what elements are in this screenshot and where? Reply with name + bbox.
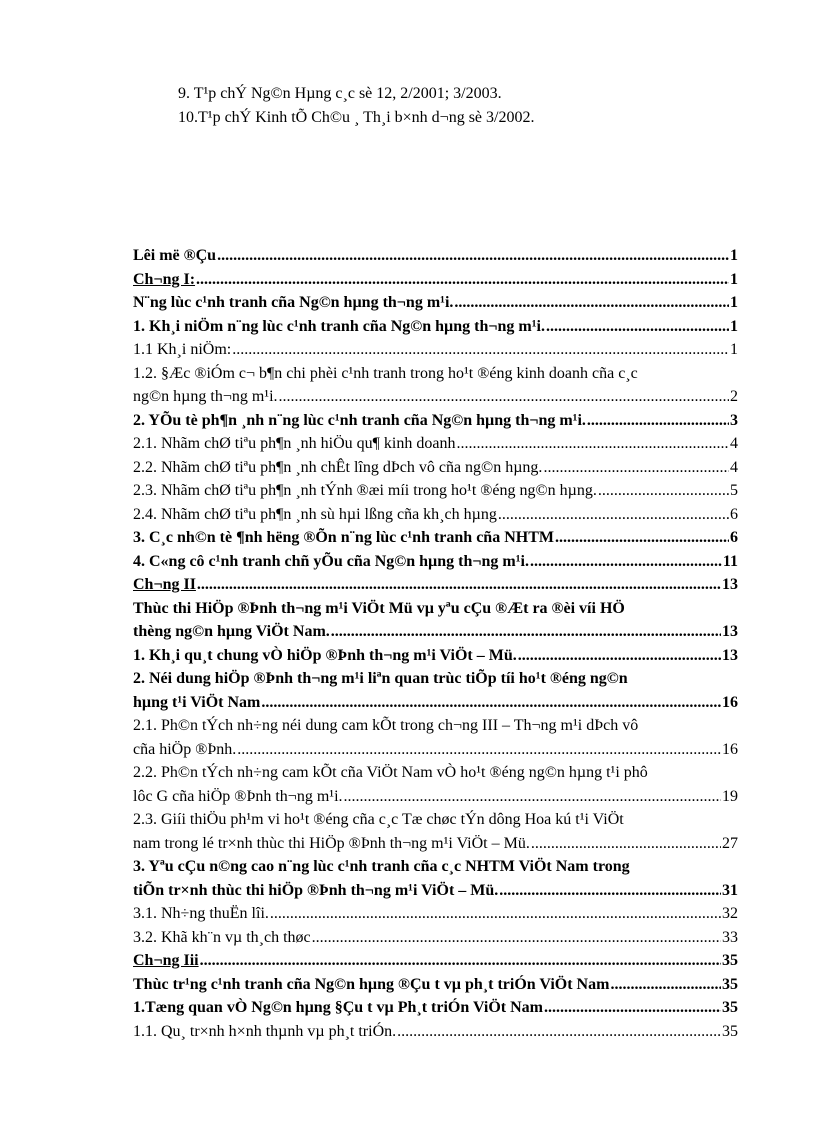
toc-dot-leader [232, 338, 729, 362]
toc-dot-leader [261, 691, 721, 715]
toc-dot-leader [498, 503, 729, 527]
toc-entry[interactable] [133, 456, 738, 480]
toc-dot-leader [610, 973, 721, 997]
toc-entry[interactable] [133, 244, 738, 268]
toc-entry[interactable] [133, 550, 738, 574]
toc-page-number: 11 [722, 552, 738, 570]
reference-item: 9. T¹p chÝ Ng©n Hµng c¸c sè 12, 2/2001; 3/2003. [178, 85, 502, 102]
toc-entry-title: cña hiÖp ®Þnh. [133, 740, 237, 758]
toc-entry-title: Lêi më ®Çu [133, 247, 217, 264]
toc-entry[interactable] [133, 338, 738, 362]
toc-page-number: 1 [730, 294, 738, 311]
toc-entry[interactable] [133, 808, 738, 855]
toc-entry[interactable] [133, 409, 738, 433]
toc-entry[interactable] [133, 291, 738, 315]
toc-entry-title: 3. Yªu cÇu n©ng cao n¨ng lùc c¹nh tranh cña c¸c NHTM ViÖt Nam trong [133, 858, 630, 875]
toc-entry-title: ng©n hµng th¬ng m¹i. [133, 388, 278, 405]
toc-dot-leader [518, 644, 721, 668]
toc-page-number: 3 [730, 411, 738, 429]
toc-page-number: 13 [722, 576, 738, 593]
toc-page-number: 35 [722, 999, 738, 1016]
toc-entry[interactable] [133, 926, 738, 950]
toc-page-number: 6 [730, 505, 738, 523]
toc-page-number: 1 [730, 317, 738, 335]
toc-entry-title: 2.3. Nhãm chØ tiªu ph¶n ¸nh tÝnh ®æi míi trong ho¹t ®éng ng©n hµng. [133, 482, 597, 499]
toc-entry-title: 2.1. Nhãm chØ tiªu ph¶n ¸nh hiÖu qu¶ kinh doanh [133, 435, 456, 452]
toc-entry-title: nam trong lé tr×nh thùc thi HiÖp ®Þnh th¬ng m¹i ViÖt – Mü. [133, 834, 530, 852]
reference-item: 10.T¹p chÝ Kinh tÕ Ch©u ¸ Th¸i b×nh d¬ng sè 3/2002. [178, 109, 535, 126]
toc-entry-title: 1.2. §Æc ®iÓm c¬ b¶n chi phèi c¹nh tranh trong ho¹t ®éng kinh doanh cña c¸c [133, 364, 638, 382]
toc-dot-leader [196, 268, 729, 292]
toc-dot-leader [598, 479, 729, 503]
toc-entry[interactable] [133, 644, 738, 668]
toc-dot-leader [543, 456, 729, 480]
toc-entry-title: tiÕn tr×nh thùc thi hiÖp ®Þnh th¬ng m¹i ViÖt – Mü. [133, 881, 499, 899]
toc-entry[interactable] [133, 902, 738, 926]
toc-entry[interactable] [133, 479, 738, 503]
toc-dot-leader [499, 879, 721, 903]
toc-entry[interactable] [133, 973, 738, 997]
toc-dot-leader [217, 244, 729, 268]
toc-entry[interactable] [133, 573, 738, 597]
table-of-contents [133, 244, 738, 1043]
toc-entry-title: 1. Kh¸i qu¸t chung vÒ hiÖp ®Þnh th¬ng m¹i ViÖt – Mü. [133, 646, 517, 664]
toc-page-number: 1 [730, 247, 738, 264]
toc-dot-leader [237, 738, 721, 762]
toc-entry-title: Thùc tr¹ng c¹nh tranh cña Ng©n hµng ®Çu t vµ ph¸t triÓn ViÖt Nam [133, 975, 610, 993]
toc-entry-title: 1. Kh¸i niÖm n¨ng lùc c¹nh tranh cña Ng©n hµng th¬ng m¹i. [133, 317, 545, 335]
toc-page-number: 35 [722, 975, 738, 993]
toc-page-number: 6 [730, 529, 738, 546]
toc-entry-title: 4. C«ng cô c¹nh tranh chñ yÕu cña Ng©n hµng th¬ng m¹i. [133, 552, 529, 570]
toc-dot-leader [530, 550, 722, 574]
toc-entry-title: 2.4. Nhãm chØ tiªu ph¶n ¸nh sù hµi lßng cña kh¸ch hµng [133, 505, 497, 523]
toc-dot-leader [279, 385, 729, 409]
toc-entry-title: 2.1. Ph©n tÝch nh÷ng néi dung cam kÕt trong ch¬ng III – Th¬ng m¹i dÞch vô [133, 717, 639, 734]
toc-entry-title: 1.1 Kh¸i niÖm: [133, 341, 232, 358]
toc-entry[interactable] [133, 268, 738, 292]
toc-entry[interactable] [133, 432, 738, 456]
toc-dot-leader [312, 926, 721, 950]
toc-entry[interactable] [133, 362, 738, 409]
toc-page-number: 35 [722, 952, 738, 969]
toc-dot-leader [555, 526, 729, 550]
toc-page-number: 2 [730, 388, 738, 405]
toc-dot-leader [456, 432, 729, 456]
toc-dot-leader [200, 949, 721, 973]
toc-page-number: 4 [730, 435, 738, 452]
reference-list [178, 82, 534, 130]
toc-dot-leader [454, 291, 729, 315]
toc-entry[interactable] [133, 855, 738, 902]
toc-page-number: 4 [730, 458, 738, 476]
toc-page-number: 33 [722, 928, 738, 946]
toc-dot-leader [270, 902, 721, 926]
toc-entry-title: 1.1. Qu¸ tr×nh h×nh thµnh vµ ph¸t triÓn. [133, 1022, 397, 1040]
toc-entry-title: hµng t¹i ViÖt Nam [133, 693, 261, 711]
toc-entry[interactable] [133, 996, 738, 1020]
toc-page-number: 16 [722, 740, 738, 758]
toc-entry-title: 2. Néi dung hiÖp ®Þnh th¬ng m¹i liªn quan trùc tiÕp tíi ho¹t ®éng ng©n [133, 670, 628, 687]
toc-dot-leader [546, 315, 729, 339]
toc-page-number: 1 [730, 341, 738, 358]
toc-page-number: 27 [722, 834, 738, 852]
toc-page-number: 1 [730, 270, 738, 288]
toc-entry-title: thèng ng©n hµng ViÖt Nam. [133, 623, 330, 640]
toc-dot-leader [397, 1020, 721, 1044]
toc-entry[interactable] [133, 761, 738, 808]
toc-entry[interactable] [133, 1020, 738, 1044]
toc-entry[interactable] [133, 714, 738, 761]
toc-entry[interactable] [133, 597, 738, 644]
toc-dot-leader [587, 409, 729, 433]
toc-entry-title: N¨ng lùc c¹nh tranh cña Ng©n hµng th¬ng m¹i. [133, 294, 454, 311]
toc-entry[interactable] [133, 315, 738, 339]
toc-dot-leader [197, 573, 721, 597]
toc-entry-title: 3.1. Nh÷ng thuËn lîi. [133, 905, 269, 922]
toc-page-number: 5 [730, 482, 738, 499]
toc-page-number: 32 [722, 905, 738, 922]
toc-dot-leader [531, 832, 721, 856]
toc-dot-leader [344, 785, 721, 809]
toc-entry-title: Ch¬ng II [133, 576, 196, 593]
toc-entry-title: 2.3. Giíi thiÖu ph¹m vi ho¹t ®éng cña c¸c Tæ chøc tÝn dông Hoa kú t¹i ViÖt [133, 811, 624, 828]
toc-entry-title: 1.Tæng quan vÒ Ng©n hµng §Çu t vµ Ph¸t triÓn ViÖt Nam [133, 999, 544, 1016]
toc-entry[interactable] [133, 949, 738, 973]
toc-entry-title: lôc G cña hiÖp ®Þnh th¬ng m¹i. [133, 787, 343, 805]
toc-entry-title: Ch¬ng Iii [133, 952, 199, 969]
toc-page-number: 35 [722, 1022, 738, 1040]
toc-page-number: 16 [722, 693, 738, 711]
toc-dot-leader [331, 620, 721, 644]
toc-dot-leader [544, 996, 721, 1020]
toc-entry-title: Ch¬ng I: [133, 270, 196, 288]
toc-entry[interactable] [133, 526, 738, 550]
toc-entry-title: 2. YÕu tè ph¶n ¸nh n¨ng lùc c¹nh tranh cña Ng©n hµng th¬ng m¹i. [133, 411, 586, 429]
toc-page-number: 31 [722, 881, 738, 899]
toc-entry-title: 2.2. Nhãm chØ tiªu ph¶n ¸nh chÊt lîng dÞch vô cña ng©n hµng. [133, 458, 543, 476]
toc-entry-title: 3. C¸c nh©n tè ¶nh hëng ®Õn n¨ng lùc c¹nh tranh cña NHTM [133, 529, 554, 546]
toc-page-number: 13 [722, 646, 738, 664]
toc-page-number: 13 [722, 623, 738, 640]
toc-entry[interactable] [133, 503, 738, 527]
toc-entry[interactable] [133, 667, 738, 714]
toc-entry-title: Thùc thi HiÖp ®Þnh th¬ng m¹i ViÖt Mü vµ yªu cÇu ®Æt ra ®èi víi HÖ [133, 599, 625, 617]
toc-entry-title: 3.2. Khã kh¨n vµ th¸ch thøc [133, 928, 311, 946]
toc-page-number: 19 [722, 787, 738, 805]
toc-entry-title: 2.2. Ph©n tÝch nh÷ng cam kÕt cña ViÖt Nam vÒ ho¹t ®éng ng©n hµng t¹i phô [133, 764, 648, 781]
